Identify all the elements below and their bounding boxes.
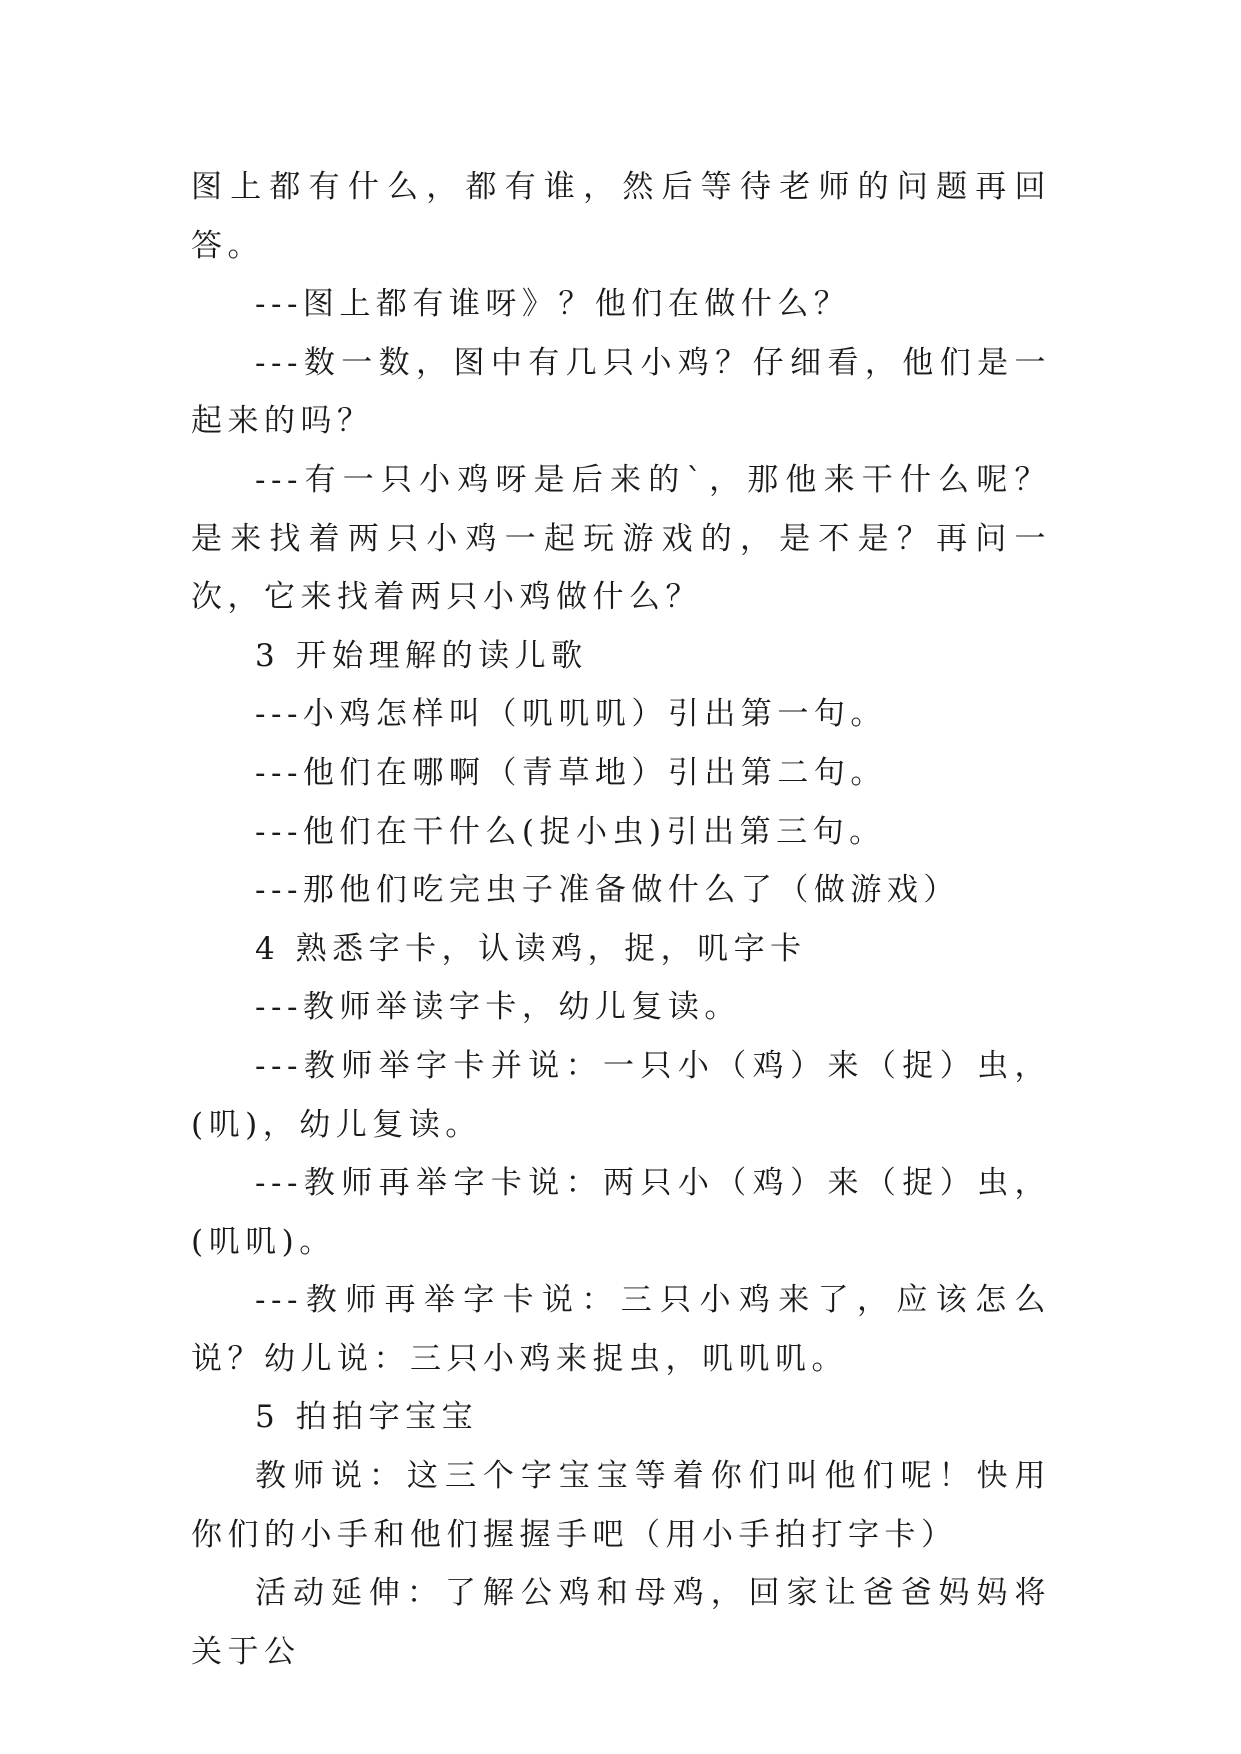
paragraph-card-three: ---教师再举字卡说：三只小鸡来了，应该怎么说？幼儿说：三只小鸡来捉虫，叽叽叽。 <box>191 1282 1051 1377</box>
document-body <box>191 158 1051 1681</box>
section-heading-3: 3 开始理解的读儿歌 <box>255 637 588 674</box>
paragraph-line-2: ---他们在哪啊（青草地）引出第二句。 <box>255 754 887 791</box>
paragraph-card-two: ---教师再举字卡说：两只小（鸡）来（捉）虫，(叽叽)。 <box>191 1165 1051 1260</box>
paragraph-line-1: ---小鸡怎样叫（叽叽叽）引出第一句。 <box>255 696 887 733</box>
paragraph-teacher-says: 教师说：这三个字宝宝等着你们叫他们呢！快用你们的小手和他们握握手吧（用小手拍打字卡） <box>191 1458 1051 1553</box>
paragraph-card-one: ---教师举字卡并说：一只小（鸡）来（捉）虫，(叽)，幼儿复读。 <box>191 1047 1051 1143</box>
paragraph-line-3: ---他们在干什么(捉小虫)引出第三句。 <box>255 813 886 850</box>
paragraph-question-latecomer: ---有一只小鸡呀是后来的`，那他来干什么呢？是来找着两只小鸡一起玩游戏的，是不是？再问一次，它来找着两只小鸡做什么？ <box>191 461 1051 616</box>
paragraph-card-read: ---教师举读字卡，幼儿复读。 <box>255 989 741 1026</box>
paragraph-intro: 图上都有什么，都有谁，然后等待老师的问题再回答。 <box>191 169 1051 264</box>
paragraph-extension: 活动延伸：了解公鸡和母鸡，回家让爸爸妈妈将关于公 <box>191 1575 1051 1670</box>
paragraph-line-4: ---那他们吃完虫子准备做什么了（做游戏） <box>255 872 960 909</box>
section-heading-4: 4 熟悉字卡，认读鸡，捉，叽字卡 <box>255 930 807 967</box>
section-heading-5: 5 拍拍字宝宝 <box>255 1399 479 1436</box>
paragraph-question-count: ---数一数，图中有几只小鸡？仔细看，他们是一起来的吗？ <box>191 344 1051 440</box>
paragraph-question-who: ---图上都有谁呀》？他们在做什么？ <box>255 286 851 323</box>
